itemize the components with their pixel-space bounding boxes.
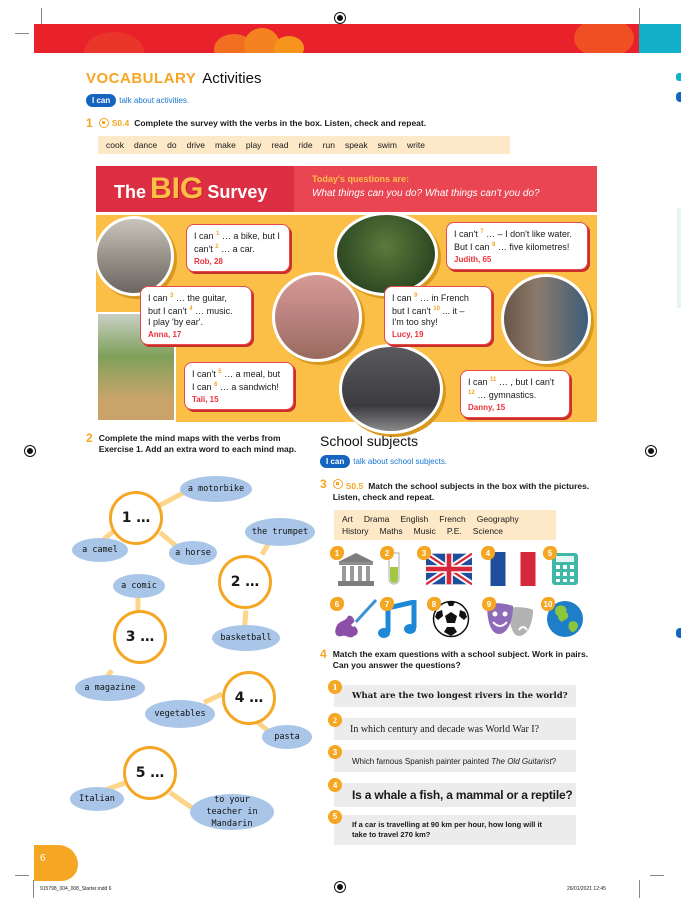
gap-number: 7 — [480, 229, 484, 235]
verb-word: ride — [298, 140, 313, 150]
bubble-text: I play 'by ear'. — [148, 317, 203, 327]
next-page-edge — [676, 92, 681, 102]
icon-number: 6 — [330, 597, 344, 611]
bubble-text: I can't — [192, 369, 219, 379]
exercise-number: 4 — [320, 647, 327, 661]
bubble-text: … music. — [192, 306, 233, 316]
speech-bubble-anna — [140, 286, 252, 345]
mind-map-word: a horse — [169, 541, 217, 565]
speech-bubble-rob — [186, 224, 290, 272]
exam-question — [332, 682, 576, 707]
title-the: The — [114, 182, 147, 202]
big-survey-panel — [96, 166, 597, 422]
side-banner — [639, 24, 681, 53]
crop-mark — [15, 33, 29, 34]
bubble-text: … in French — [417, 293, 469, 303]
respondent-name: Lucy, 19 — [392, 330, 424, 339]
icon-number: 1 — [330, 546, 344, 560]
mind-map-center-5: 5 … — [123, 746, 177, 800]
gap-number: 5 — [218, 369, 222, 375]
bubble-text: … the guitar, — [173, 293, 227, 303]
questions-label: Today's questions are: — [312, 174, 409, 184]
mind-map-word: to your teacher in Mandarin — [190, 794, 274, 830]
survey-title — [114, 172, 267, 206]
mind-map-word: Italian — [70, 787, 124, 811]
icon-number: 8 — [427, 597, 441, 611]
subject-word: French — [439, 514, 466, 524]
page-number: 6 — [34, 845, 78, 881]
top-banner — [34, 24, 639, 53]
question-number: 4 — [328, 778, 342, 792]
bubble-text: … – I don't like water. — [483, 229, 572, 239]
registration-mark-icon — [646, 446, 656, 456]
mind-map-connector — [169, 790, 193, 809]
next-page-edge — [677, 208, 681, 308]
question-number: 2 — [328, 713, 342, 727]
exercise-2-instruction — [86, 433, 306, 455]
question-text: In which century and decade was World War I? — [350, 723, 540, 735]
question-number: 3 — [328, 745, 342, 759]
bubble-text: … a meal, but — [221, 369, 281, 379]
mind-map-center-1: 1 … — [109, 491, 163, 545]
subject-word: History — [342, 526, 369, 536]
photo-lucy-studying — [501, 274, 591, 364]
mind-map-connector — [203, 692, 223, 705]
photo-rob-cycling — [94, 216, 174, 296]
calculator-icon — [552, 553, 578, 585]
subject-word: Music — [413, 526, 436, 536]
exercise-number: 3 — [320, 477, 327, 491]
gap-number: 9 — [414, 293, 418, 299]
bubble-text: I can — [392, 293, 415, 303]
speech-bubble-danny — [460, 370, 570, 418]
bubble-text: … a car. — [218, 244, 255, 254]
question-text: What are the two longest rivers in the world? — [352, 691, 568, 701]
audio-track: S0.5 — [345, 481, 364, 491]
ican-text: talk about school subjects. — [353, 457, 448, 466]
gap-number: 10 — [433, 306, 440, 312]
icon-number: 3 — [417, 546, 431, 560]
speech-bubble-judith — [446, 222, 588, 270]
icon-number: 5 — [543, 546, 557, 560]
exam-question — [332, 780, 576, 807]
registration-mark-icon — [25, 446, 35, 456]
mind-map-word: a comic — [113, 574, 165, 598]
icon-number: 4 — [481, 546, 495, 560]
crop-mark — [15, 875, 29, 876]
instruction-text: Complete the survey with the verbs in the box. Listen, check and repeat. — [134, 118, 427, 128]
title-survey: Survey — [207, 182, 268, 202]
mind-map-word: a magazine — [75, 675, 145, 701]
vocabulary-topic: Activities — [202, 70, 262, 87]
subject-word: Art — [342, 514, 353, 524]
subject-word-box — [334, 510, 556, 540]
bubble-text: but I can't — [392, 306, 434, 316]
question-number: 1 — [328, 680, 342, 694]
bubble-text: I can — [192, 382, 215, 392]
gap-number: 12 — [468, 390, 475, 396]
divider — [96, 212, 597, 215]
respondent-name: Danny, 15 — [468, 403, 506, 412]
photo-anna-guitar — [272, 272, 362, 362]
gap-number: 6 — [214, 382, 218, 388]
respondent-name: Anna, 17 — [148, 330, 182, 339]
exercise-number: 2 — [86, 431, 93, 445]
icon-number: 9 — [482, 597, 496, 611]
mind-map-word: a camel — [72, 538, 128, 562]
exam-question — [332, 812, 576, 845]
section-title — [86, 70, 261, 87]
verb-word: make — [215, 140, 236, 150]
footer-filename: 915798_004_008_Starter.indd 6 — [40, 886, 112, 892]
title-big: BIG — [150, 172, 204, 205]
gap-number: 2 — [215, 244, 219, 250]
questions-text: What things can you do? What things can't you do? — [312, 188, 540, 199]
bubble-text: … a sandwich! — [217, 382, 279, 392]
exam-question — [333, 715, 576, 740]
photo-danny-dancing — [339, 344, 443, 434]
bubble-text: I can't — [454, 229, 481, 239]
verb-word: play — [245, 140, 262, 150]
crop-mark — [650, 875, 664, 876]
crop-mark — [639, 8, 640, 24]
ican-pill: I can — [320, 455, 350, 468]
vocabulary-label: VOCABULARY — [86, 70, 197, 87]
bubble-text: But I can — [454, 242, 493, 252]
respondent-name: Tali, 15 — [192, 395, 219, 404]
question-text: If a car is travelling at 90 km per hour, how long will it take to travel 270 km? — [352, 820, 543, 839]
ican-text: talk about activities. — [119, 96, 190, 105]
ican-objective — [86, 94, 189, 107]
verb-word: drive — [186, 140, 206, 150]
icon-number: 10 — [541, 597, 555, 611]
verb-word: dance — [133, 140, 158, 150]
bubble-text: … , but I can't — [496, 377, 555, 387]
bubble-text: … gymnastics. — [474, 390, 537, 400]
speech-bubble-lucy — [384, 286, 492, 345]
respondent-name: Rob, 28 — [194, 257, 223, 266]
subject-word: Drama — [363, 514, 390, 524]
subject-word: Science — [472, 526, 504, 536]
audio-track: S0.4 — [111, 118, 130, 128]
gap-number: 8 — [492, 242, 496, 248]
verb-word: swim — [377, 140, 397, 150]
question-text: Is a whale a fish, a mammal or a reptile? — [352, 788, 573, 802]
audio-icon[interactable] — [99, 118, 109, 128]
bubble-text: I can — [194, 231, 217, 241]
speech-bubble-tali — [184, 362, 294, 410]
bubble-text: ... it – — [439, 306, 465, 316]
exercise-number: 1 — [86, 116, 93, 130]
mind-map-word: the trumpet — [245, 518, 315, 546]
gap-number: 4 — [189, 306, 193, 312]
question-number: 5 — [328, 810, 342, 824]
subject-word: English — [400, 514, 429, 524]
bubble-text: I can — [148, 293, 171, 303]
mind-map-word: vegetables — [145, 700, 215, 728]
mind-map-center-3: 3 … — [113, 610, 167, 664]
next-page-edge — [676, 73, 681, 81]
verb-word: write — [406, 140, 425, 150]
subject-row — [342, 525, 548, 537]
bubble-text: I'm too shy! — [392, 317, 438, 327]
verb-word: read — [271, 140, 289, 150]
bubble-text: I can — [468, 377, 491, 387]
exercise-1-instruction — [86, 118, 426, 129]
instruction-text: Complete the mind maps with the verbs from Exercise 1. Add an extra word to each mind map. — [98, 433, 297, 454]
mind-map-word: basketball — [212, 625, 280, 651]
exercise-3-instruction — [320, 479, 590, 503]
instruction-text: Match the school subjects in the box with the pictures. Listen, check and repeat. — [332, 481, 590, 502]
ican-objective — [320, 455, 447, 468]
french-flag-icon — [490, 552, 536, 586]
icon-number: 7 — [380, 597, 394, 611]
exam-question — [332, 747, 576, 772]
registration-mark-icon — [335, 13, 345, 23]
mind-map-word: a motorbike — [180, 476, 252, 502]
next-page-edge — [676, 628, 681, 638]
question-text: Which famous Spanish painter painted The Old Guitarist? — [352, 756, 557, 766]
bubble-text: can't — [194, 244, 216, 254]
subject-row — [342, 513, 548, 525]
instruction-text: Match the exam questions with a school subject. Work in pairs. Can you answer the questions? — [332, 649, 589, 670]
crop-mark — [41, 8, 42, 24]
subject-word: Geography — [476, 514, 519, 524]
photo-judith-running — [334, 212, 438, 296]
mind-map-center-4: 4 … — [222, 671, 276, 725]
bubble-text: but I can't — [148, 306, 190, 316]
verb-word-box — [98, 136, 510, 154]
gap-number: 1 — [216, 231, 220, 237]
mind-map-word: pasta — [262, 725, 312, 749]
verb-word: speak — [344, 140, 368, 150]
exercise-4-instruction — [320, 649, 590, 671]
verb-word: do — [167, 140, 177, 150]
gap-number: 11 — [490, 377, 497, 383]
ican-pill: I can — [86, 94, 116, 107]
audio-icon[interactable] — [333, 479, 343, 489]
subject-word: P.E. — [446, 526, 462, 536]
icon-number: 2 — [380, 546, 394, 560]
footer-date: 26/01/2021 12:45 — [567, 886, 606, 892]
mind-map-center-2: 2 … — [218, 555, 272, 609]
gap-number: 3 — [170, 293, 174, 299]
verb-word: cook — [106, 140, 124, 150]
verb-word: run — [322, 140, 335, 150]
subject-word: Maths — [379, 526, 403, 536]
bubble-text: … five kilometres! — [495, 242, 570, 252]
registration-mark-icon — [335, 882, 345, 892]
respondent-name: Judith, 65 — [454, 255, 492, 264]
uk-flag-icon — [426, 552, 472, 586]
crop-mark — [33, 880, 34, 898]
crop-mark — [639, 880, 640, 898]
school-subjects-title: School subjects — [320, 433, 419, 449]
bubble-text: … a bike, but I — [219, 231, 280, 241]
